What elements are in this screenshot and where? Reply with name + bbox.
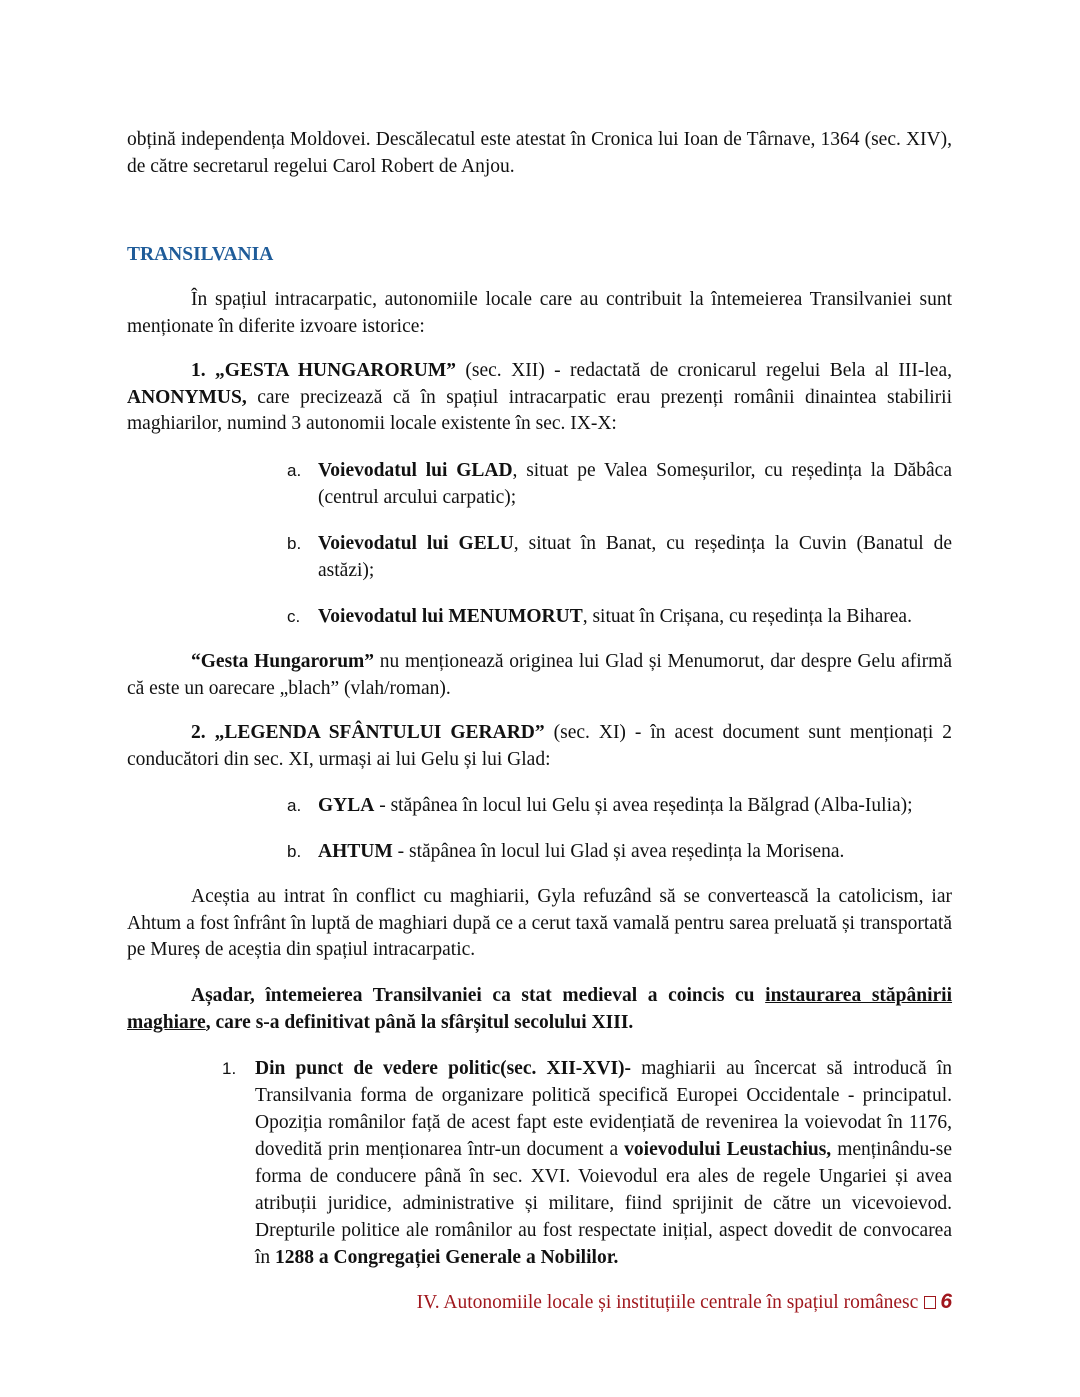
text: , situat pe Valea Someșurilor, cu reședința la Dăbâca (centrul arcului carpatic); [318, 460, 952, 508]
bold-text: GYLA [318, 795, 375, 816]
underlined-text: instaurarea stăpânirii maghiare [127, 985, 953, 1033]
bold-text: voievodului Leustachius, [624, 1139, 832, 1160]
list-item [287, 793, 952, 820]
paragraph-conflict: Aceștia au intrat în conflict cu maghiarii, Gyla refuzând să se convertească la catolicism, iar Ahtum a fost înfrânt în luptă de maghiari după ce a cerut taxă vamală pentru sarea preluată și transportată pe Mureș de aceștia din spațiul intracarpatic. [127, 886, 952, 960]
paragraph-gesta [127, 358, 952, 438]
missing-glyph-icon [924, 1296, 936, 1309]
text: care precizează că în spațiul intracarpatic erau prezenți românii dinaintea stabilirii maghiarilor, numind 3 autonomii locale existente în sec. IX-X: [127, 386, 952, 434]
section-heading: TRANSILVANIA [127, 244, 274, 265]
bold-text: Voievodatul lui GLAD [318, 460, 513, 481]
bold-text: 2. „LEGENDA SFÂNTULUI GERARD” [191, 722, 545, 743]
list-marker: a. [287, 461, 302, 480]
list-marker: c. [287, 607, 301, 626]
bold-text: Din punct de vedere politic(sec. XII-XVI)- [255, 1058, 632, 1079]
bold-text: ANONYMUS, [127, 386, 247, 408]
text: , care s-a definitivat până la sfârșitul secolului XIII. [205, 1011, 634, 1033]
list-marker: 1. [222, 1059, 237, 1078]
text: maghiarii au încercat să introducă în Transilvania forma de organizare politică specifică Europei Occidentale - principatul. Opoziția românilor față de acest fapt este evidențiată de revenirea la voievodat în 1176, dovedită prin menționarea într-un document a [255, 1058, 952, 1160]
list-item [287, 604, 952, 631]
paragraph-sources: În spațiul intracarpatic, autonomiile locale care au contribuit la întemeierea Transilvaniei sunt menționate în diferite izvoare istorice: [127, 289, 952, 337]
bold-text: 1288 a Congregației Generale a Nobililor. [275, 1247, 619, 1268]
text: nu menționează originea lui Glad și Menumorut, dar despre Gelu afirmă că este un oarecare „blach” (vlah/roman). [127, 651, 952, 699]
list-item [287, 839, 952, 866]
text: menținându-se forma de conducere până în sec. XVI. Voievodul era ales de regele Ungariei și avea atribuții juridice, administrative și militare, fiind sprijinit de către un vicevoievod. Drepturile politice ale românilor au fost respectate inițial, aspect dovedit de convocarea în [255, 1139, 952, 1268]
list-item [287, 458, 952, 511]
text: (sec. XII) - redactată de cronicarul regelui Bela al III-lea, [455, 360, 952, 381]
list-marker: b. [287, 842, 302, 861]
paragraph-intro: obțină independența Moldovei. Descălecatul este atestat în Cronica lui Ioan de Târnave, 1364 (sec. XIV), de către secretarul regelui Carol Robert de Anjou. [127, 129, 952, 177]
bold-text: Voievodatul lui MENUMORUT [318, 606, 583, 627]
page-footer [417, 1290, 952, 1314]
text: , situat în Banat, cu reședința la Cuvin (Banatul de astăzi); [318, 533, 952, 581]
text: Așadar, întemeierea Transilvaniei ca stat medieval a coincis cu [191, 985, 766, 1006]
paragraph-conclusion [127, 983, 952, 1036]
bold-text: “Gesta Hungarorum” [191, 651, 375, 672]
paragraph-legenda [127, 720, 952, 773]
text: - stăpânea în locul lui Gelu și avea reședința la Bălgrad (Alba-Iulia); [374, 795, 913, 816]
text: (sec. XI) - în acest document sunt menționați 2 conducători din sec. XI, urmași ai lui Gelu și lui Glad: [127, 722, 952, 770]
list-marker: b. [287, 534, 302, 553]
list-marker: a. [287, 796, 302, 815]
list-item [287, 531, 952, 584]
numbered-item-political [222, 1055, 952, 1271]
bold-text: 1. „GESTA HUNGARORUM” [191, 360, 456, 381]
text: , situat în Crișana, cu reședința la Biharea. [582, 606, 912, 627]
paragraph-gesta-note [127, 649, 952, 702]
bold-text: AHTUM [318, 841, 393, 862]
footer-title: IV. Autonomiile locale și instituțiile centrale în spațiul românesc [416, 1292, 919, 1313]
page-number: 6 [940, 1290, 952, 1313]
bold-text: Voievodatul lui GELU [318, 533, 514, 554]
text: - stăpânea în locul lui Glad și avea reședința la Morisena. [392, 841, 845, 862]
